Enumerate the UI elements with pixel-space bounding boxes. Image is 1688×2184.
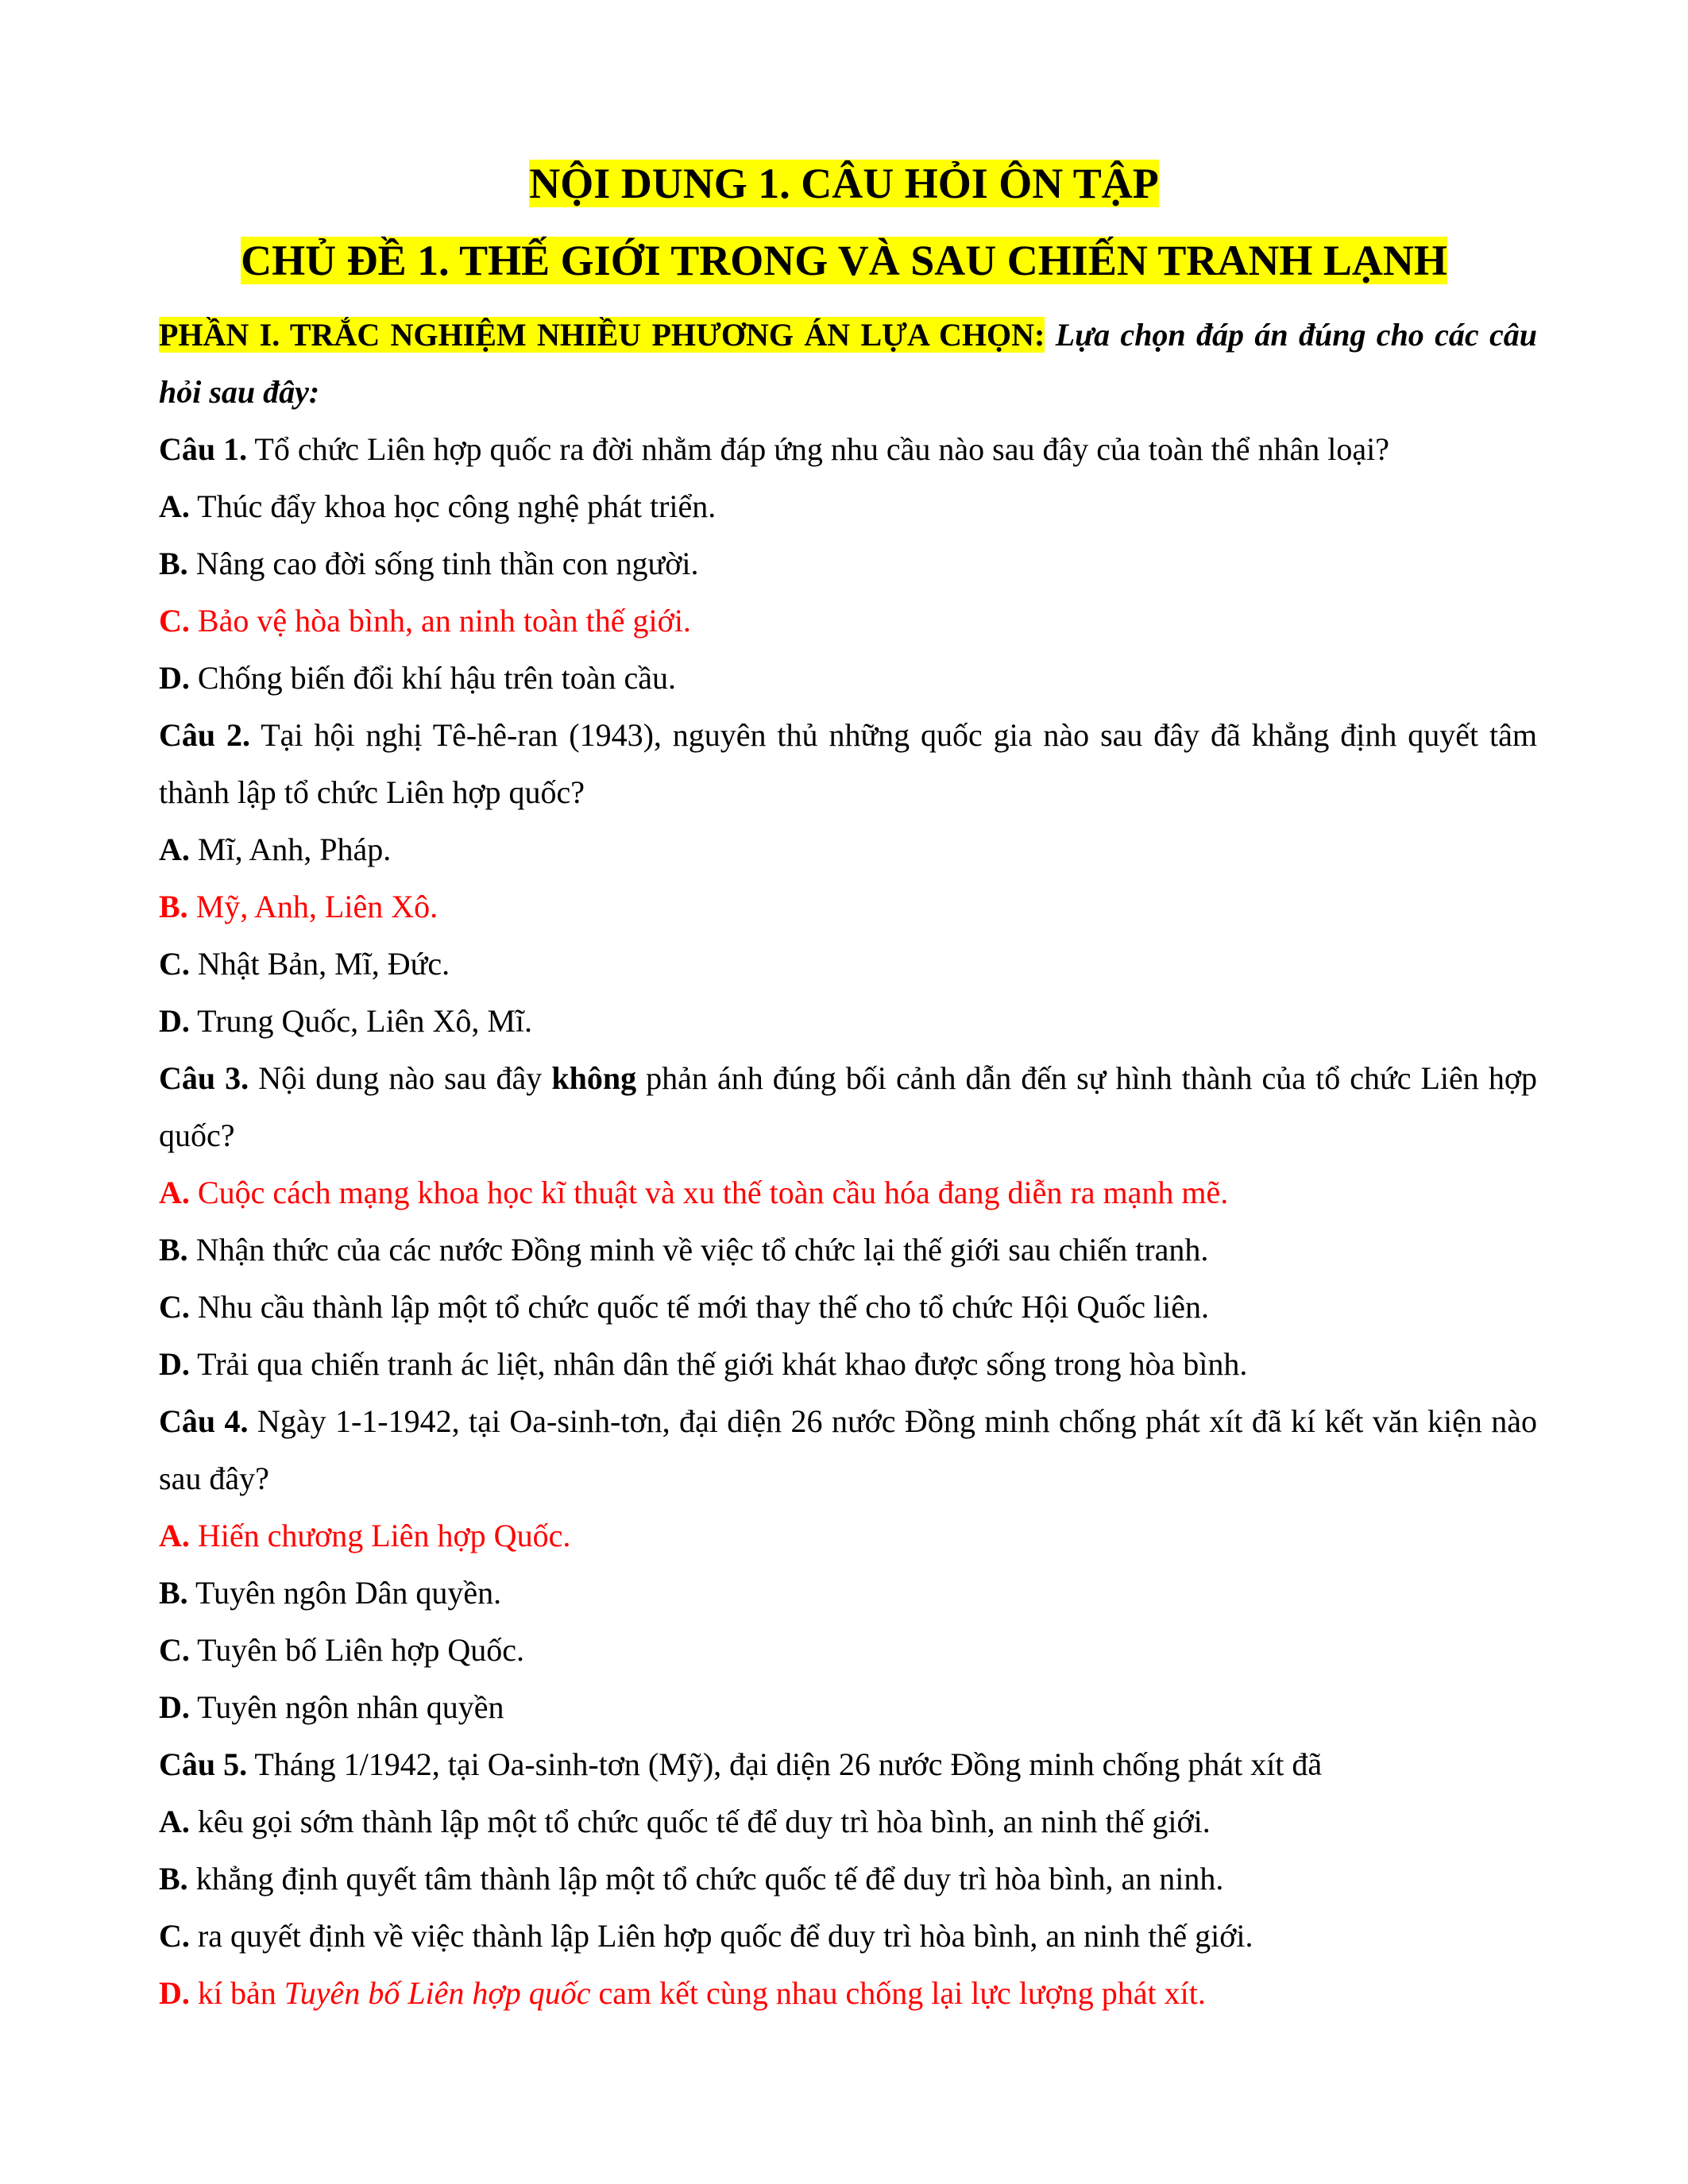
option-text: Tuyên bố Liên hợp Quốc. xyxy=(189,1632,525,1668)
option-letter: D. xyxy=(159,1689,190,1725)
option-letter: A. xyxy=(159,1175,190,1210)
question-emphasis: không xyxy=(551,1060,637,1096)
title-text: NỘI DUNG 1. CÂU HỎI ÔN TẬP xyxy=(529,160,1159,207)
option-text: ra quyết định về việc thành lập Liên hợp quốc để duy trì hòa bình, an ninh thế giới. xyxy=(189,1918,1253,1954)
q4-option-d xyxy=(159,1679,1537,1736)
option-text: kí bản xyxy=(189,1975,284,2011)
section-instruction: Lựa chọn đáp án đúng cho các câu hỏi sau đây: xyxy=(159,317,1538,410)
question-text: Ngày 1-1-1942, tại Oa-sinh-tơn, đại diện 26 nước Đồng minh chống phát xít đã kí kết văn kiện nào sau đây? xyxy=(159,1403,1537,1496)
question-text: Tổ chức Liên hợp quốc ra đời nhằm đáp ứng nhu cầu nào sau đây của toàn thể nhân loại? xyxy=(247,431,1389,467)
option-text: kêu gọi sớm thành lập một tổ chức quốc tế để duy trì hòa bình, an ninh thế giới. xyxy=(189,1804,1211,1839)
option-letter: C. xyxy=(159,603,190,639)
question-label: Câu 4. xyxy=(159,1403,249,1439)
option-text: Cuộc cách mạng khoa học kĩ thuật và xu thế toàn cầu hóa đang diễn ra mạnh mẽ. xyxy=(189,1175,1229,1210)
q2-option-c xyxy=(159,936,1537,993)
q5-option-b xyxy=(159,1850,1537,1908)
q4-option-a-correct xyxy=(159,1507,1537,1565)
option-text: Bảo vệ hòa bình, an ninh toàn thế giới. xyxy=(189,603,691,639)
option-text: Nhu cầu thành lập một tổ chức quốc tế mới thay thế cho tổ chức Hội Quốc liên. xyxy=(189,1289,1209,1325)
option-letter: D. xyxy=(159,1003,190,1039)
section-label: PHẦN I. TRẮC NGHIỆM NHIỀU PHƯƠNG ÁN LỰA CHỌN: xyxy=(159,317,1045,353)
option-text: Nhật Bản, Mĩ, Đức. xyxy=(189,946,450,982)
option-letter: D. xyxy=(159,1346,190,1382)
question-text-cont: phản ánh đúng bối cảnh dẫn đến sự hình thành của tổ chức Liên hợp quốc? xyxy=(159,1060,1538,1153)
question-label: Câu 2. xyxy=(159,717,251,753)
option-text: khẳng định quyết tâm thành lập một tổ chức quốc tế để duy trì hòa bình, an ninh. xyxy=(187,1861,1224,1897)
option-letter: B. xyxy=(159,1232,188,1268)
option-text: Thúc đẩy khoa học công nghệ phát triển. xyxy=(189,488,717,524)
option-text: Tuyên ngôn Dân quyền. xyxy=(187,1575,502,1611)
question-1 xyxy=(159,421,1537,478)
q3-option-d xyxy=(159,1336,1537,1393)
question-label: Câu 5. xyxy=(159,1746,248,1782)
question-2 xyxy=(159,707,1537,821)
option-letter: D. xyxy=(159,1975,190,2011)
option-text: Trung Quốc, Liên Xô, Mĩ. xyxy=(189,1003,533,1039)
q1-option-c-correct xyxy=(159,592,1537,650)
topic-title-text: CHỦ ĐỀ 1. THẾ GIỚI TRONG VÀ SAU CHIẾN TRANH LẠNH xyxy=(241,237,1447,284)
q3-option-b xyxy=(159,1221,1537,1279)
option-letter: A. xyxy=(159,1804,190,1839)
option-text: Trải qua chiến tranh ác liệt, nhân dân thế giới khát khao được sống trong hòa bình. xyxy=(189,1346,1248,1382)
topic-title xyxy=(0,232,1688,289)
option-letter: B. xyxy=(159,1575,188,1611)
q1-option-d xyxy=(159,650,1537,707)
option-text-italic: Tuyên bố Liên hợp quốc xyxy=(284,1975,591,2011)
option-letter: A. xyxy=(159,1518,190,1553)
question-text: Tháng 1/1942, tại Oa-sinh-tơn (Mỹ), đại diện 26 nước Đồng minh chống phát xít đã xyxy=(247,1746,1323,1782)
document-title xyxy=(0,155,1688,212)
question-label: Câu 3. xyxy=(159,1060,249,1096)
option-text: Mĩ, Anh, Pháp. xyxy=(189,832,392,867)
q2-option-a xyxy=(159,821,1537,878)
option-letter: C. xyxy=(159,946,190,982)
q3-option-a-correct xyxy=(159,1164,1537,1221)
option-letter: A. xyxy=(159,488,190,524)
option-text: Hiến chương Liên hợp Quốc. xyxy=(189,1518,571,1553)
q1-option-b xyxy=(159,535,1537,592)
q4-option-c xyxy=(159,1622,1537,1679)
option-text: Tuyên ngôn nhân quyền xyxy=(189,1689,504,1725)
question-3 xyxy=(159,1050,1537,1164)
option-letter: C. xyxy=(159,1632,190,1668)
question-label: Câu 1. xyxy=(159,431,248,467)
option-letter: A. xyxy=(159,832,190,867)
option-text: Mỹ, Anh, Liên Xô. xyxy=(187,889,438,924)
question-text: Tại hội nghị Tê-hê-ran (1943), nguyên thủ những quốc gia nào sau đây đã khẳng định quyết tâm thành lập tổ chức Liên hợp quốc? xyxy=(159,717,1537,810)
q5-option-a xyxy=(159,1793,1537,1850)
option-text: Chống biến đổi khí hậu trên toàn cầu. xyxy=(189,660,676,696)
option-letter: C. xyxy=(159,1918,190,1954)
q4-option-b xyxy=(159,1565,1537,1622)
section-heading xyxy=(159,307,1537,421)
option-text: Nhận thức của các nước Đồng minh về việc tổ chức lại thế giới sau chiến tranh. xyxy=(187,1232,1209,1268)
q2-option-b-correct xyxy=(159,878,1537,936)
question-5 xyxy=(159,1736,1537,1793)
q2-option-d xyxy=(159,993,1537,1050)
q1-option-a xyxy=(159,478,1537,535)
q5-option-d-correct xyxy=(159,1965,1537,2022)
question-list xyxy=(159,307,1537,2022)
q5-option-c xyxy=(159,1908,1537,1965)
option-letter: B. xyxy=(159,1861,188,1897)
option-text: Nâng cao đời sống tinh thần con người. xyxy=(187,546,699,581)
option-letter: B. xyxy=(159,546,188,581)
option-letter: D. xyxy=(159,660,190,696)
option-letter: C. xyxy=(159,1289,190,1325)
question-4 xyxy=(159,1393,1537,1507)
option-letter: B. xyxy=(159,889,188,924)
q3-option-c xyxy=(159,1279,1537,1336)
option-text-cont: cam kết cùng nhau chống lại lực lượng phát xít. xyxy=(590,1975,1206,2011)
question-text: Nội dung nào sau đây xyxy=(249,1060,552,1096)
